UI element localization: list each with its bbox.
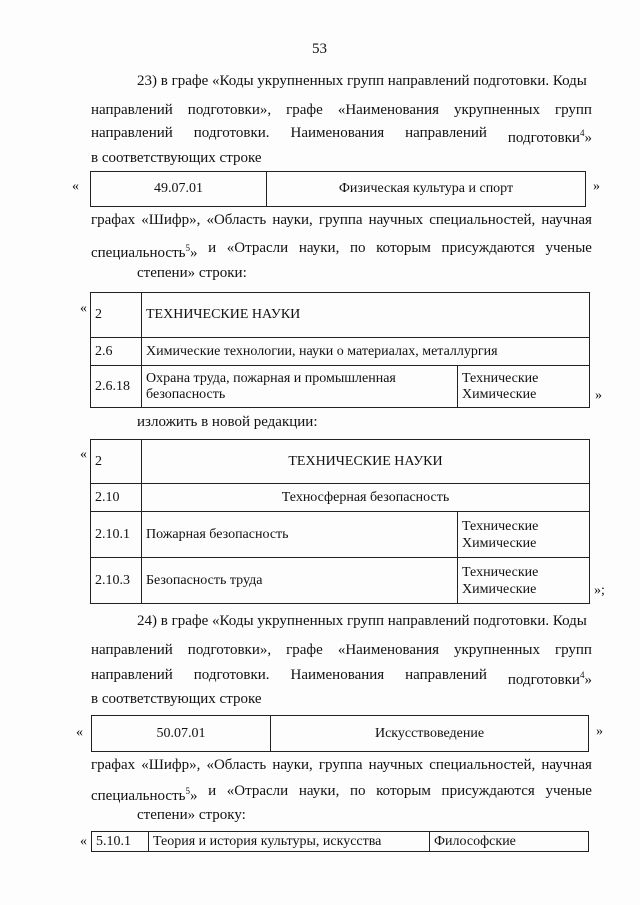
word: науки,	[298, 783, 340, 799]
word: «Отрасли	[226, 240, 289, 256]
new-code-cell: 2	[91, 440, 142, 484]
word: науки,	[298, 240, 340, 256]
item24-after-line3: степени» строку:	[137, 807, 246, 823]
new-name-cell: ТЕХНИЧЕСКИЕ НАУКИ	[142, 440, 590, 484]
new-edition-text: изложить в новой редакции:	[137, 414, 318, 430]
word: Наименования	[290, 667, 385, 683]
quote-close: »	[595, 388, 602, 403]
code-cell: 50.07.01	[92, 716, 271, 752]
word: «Отрасли	[226, 783, 289, 799]
word: и	[208, 240, 217, 256]
last-name-cell: Теория и история культуры, искусства	[149, 832, 430, 852]
name-cell: Искусствоведение	[271, 716, 589, 752]
old-name-cell: ТЕХНИЧЕСКИЕ НАУКИ	[142, 293, 590, 338]
old-branch-cell: Технические Химические	[458, 366, 590, 408]
last-code-cell: 5.10.1	[92, 832, 149, 852]
new-code-cell: 2.10	[91, 484, 142, 512]
new-specialty-table	[90, 439, 590, 604]
word: подготовки	[507, 672, 580, 688]
quote-close: »	[189, 788, 198, 804]
word: группа	[318, 757, 363, 773]
item24-after-line1	[91, 756, 592, 774]
quote-open: «	[76, 725, 83, 740]
quote-open: «	[80, 447, 87, 462]
quote-close: »	[596, 724, 603, 739]
word: Наименования	[290, 125, 385, 141]
code-table-49	[90, 171, 586, 207]
item24-line4: в соответствующих строке	[91, 691, 262, 707]
word: подготовки»,	[187, 642, 272, 658]
new-name-cell: Безопасность труда	[142, 558, 458, 604]
word: научных	[368, 757, 424, 773]
item24-line1: 24) в графе «Коды укрупненных групп направлений подготовки. Коды	[137, 613, 587, 629]
new-code-cell: 2.10.1	[91, 512, 142, 558]
word: специальность	[91, 788, 186, 804]
quote-close-semicolon: »;	[594, 583, 605, 598]
item23-after-line3: степени» строки:	[137, 265, 247, 281]
footnote-marker: 4	[579, 128, 585, 138]
item24-line3	[91, 666, 592, 689]
item23-line3	[91, 124, 592, 147]
word-with-footnote	[508, 666, 592, 689]
quote-open: «	[80, 301, 87, 316]
word: «Шифр»,	[141, 757, 201, 773]
word: научных	[368, 212, 424, 228]
word: науки,	[272, 757, 313, 773]
word: которым	[376, 240, 431, 256]
word: специальность	[91, 245, 186, 261]
footnote-marker: 5	[185, 786, 190, 796]
word: «Наименования	[337, 102, 440, 118]
word: ученые	[545, 240, 592, 256]
item23-line2	[91, 101, 592, 119]
word: научная	[541, 212, 592, 228]
word: укрупненных	[454, 102, 540, 118]
new-name-cell: Техносферная безопасность	[142, 484, 590, 512]
item23-after-line2	[91, 239, 592, 262]
word: подготовки»,	[187, 102, 272, 118]
footnote-marker: 4	[579, 670, 585, 680]
word-with-footnote	[508, 124, 592, 147]
word: направлений	[91, 642, 173, 658]
word: направлений	[91, 102, 173, 118]
old-name-cell: Химические технологии, науки о материалах, металлургия	[142, 338, 590, 366]
word: направлений	[91, 125, 173, 141]
word: присуждаются	[441, 240, 535, 256]
word: научная	[541, 757, 592, 773]
code-cell: 49.07.01	[91, 172, 267, 207]
quote-close: »	[593, 179, 600, 194]
word: направлений	[405, 667, 487, 683]
old-name-cell: Охрана труда, пожарная и промышленная безопасность	[142, 366, 458, 408]
word: укрупненных	[454, 642, 540, 658]
quote-open: «	[72, 179, 79, 194]
old-code-cell: 2.6	[91, 338, 142, 366]
word: которым	[376, 783, 431, 799]
word: графе	[286, 642, 323, 658]
last-specialty-table	[91, 831, 589, 852]
word: подготовки.	[193, 125, 270, 141]
item24-line2	[91, 641, 592, 659]
word: ученые	[545, 783, 592, 799]
quote-close: »	[189, 245, 198, 261]
new-branch-cell: Технические Химические	[458, 558, 590, 604]
word: «Шифр»,	[141, 212, 201, 228]
word: группа	[318, 212, 363, 228]
item23-line1: 23) в графе «Коды укрупненных групп направлений подготовки. Коды	[137, 73, 587, 89]
word: науки,	[272, 212, 313, 228]
word: специальностей,	[429, 212, 536, 228]
word: специальностей,	[429, 757, 536, 773]
word: групп	[554, 102, 592, 118]
word: «Область	[206, 212, 267, 228]
old-code-cell: 2.6.18	[91, 366, 142, 408]
word: присуждаются	[441, 783, 535, 799]
old-specialty-table	[90, 292, 590, 408]
item24-after-line2	[91, 782, 592, 805]
word: подготовки.	[193, 667, 270, 683]
last-branch-cell: Философские	[430, 832, 589, 852]
quote-close: »	[584, 672, 592, 688]
word: графе	[286, 102, 323, 118]
new-name-cell: Пожарная безопасность	[142, 512, 458, 558]
old-code-cell: 2	[91, 293, 142, 338]
word-with-footnote	[91, 239, 197, 262]
word: подготовки	[507, 130, 580, 146]
footnote-marker: 5	[185, 243, 190, 253]
word-with-footnote	[91, 782, 197, 805]
quote-open: «	[80, 834, 87, 849]
item23-line4: в соответствующих строке	[91, 150, 262, 166]
word: направлений	[91, 667, 173, 683]
code-table-50	[91, 715, 589, 752]
new-branch-cell: Технические Химические	[458, 512, 590, 558]
word: по	[349, 240, 366, 256]
word: и	[208, 783, 217, 799]
new-code-cell: 2.10.3	[91, 558, 142, 604]
word: направлений	[405, 125, 487, 141]
word: по	[349, 783, 366, 799]
word: графах	[91, 757, 136, 773]
item23-after-line1	[91, 211, 592, 229]
page-number: 53	[312, 41, 327, 57]
word: графах	[91, 212, 136, 228]
quote-close: »	[584, 130, 592, 146]
name-cell: Физическая культура и спорт	[267, 172, 586, 207]
word: «Наименования	[337, 642, 440, 658]
word: групп	[554, 642, 592, 658]
word: «Область	[206, 757, 267, 773]
